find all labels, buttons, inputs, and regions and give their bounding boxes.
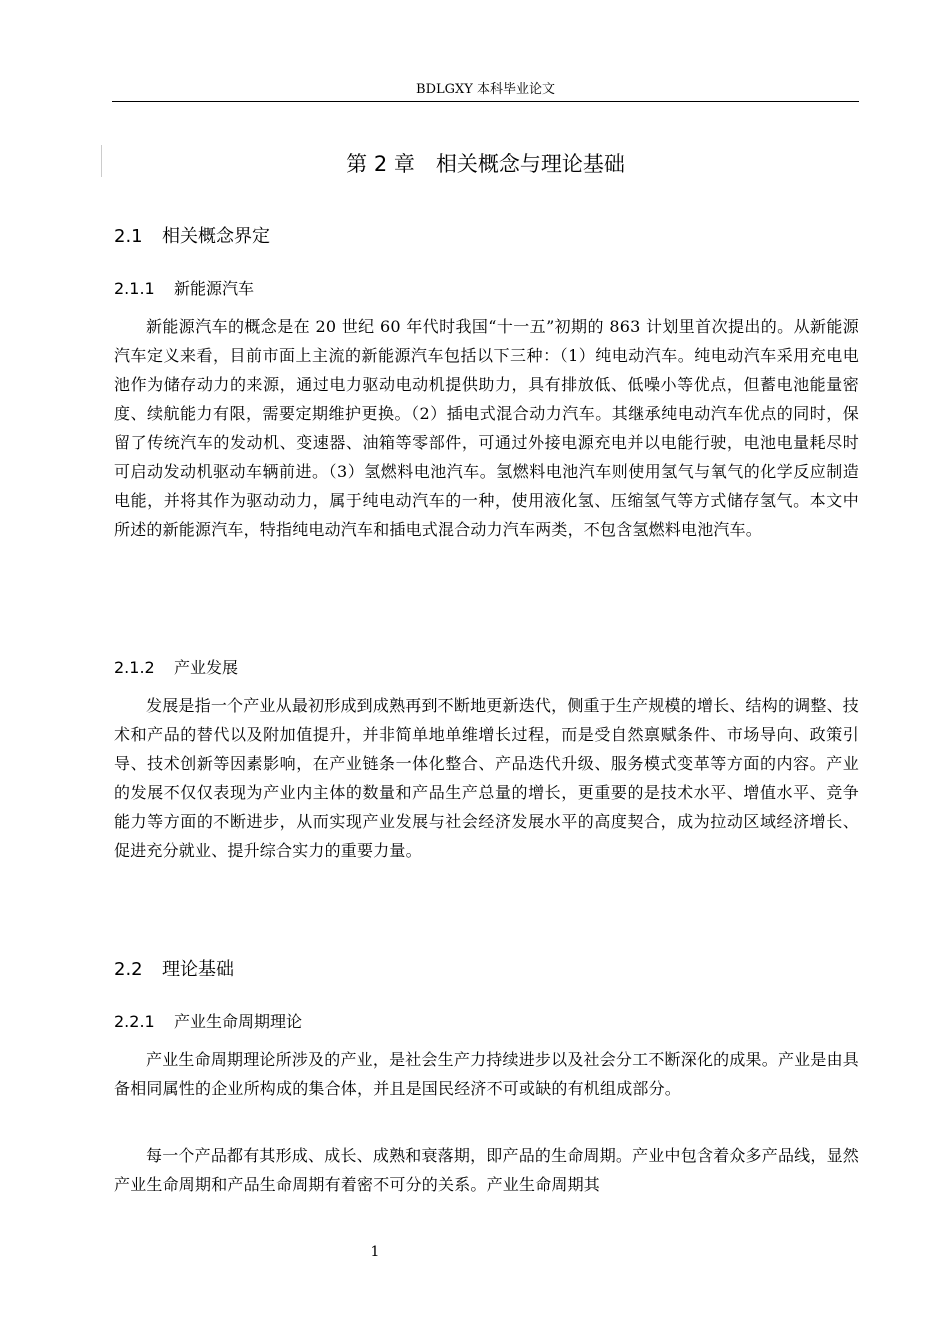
paragraph-new-energy-vehicles: 新能源汽车的概念是在 20 世纪 60 年代时我国“十一五”初期的 863 计划里首次提出的。从新能源汽车定义来看，目前市面上主流的新能源汽车包括以下三种：（1）纯电动汽车。纯电动汽车采用充电电池作为储存动力的来源，通过电力驱动电动机提供助力，具有排放低、低噪小等优点，但蓄电池能量密度、续航能力有限，需要定期维护更换。（2）插电式混合动力汽车。其继承纯电动汽车优点的同时，保留了传统汽车的发动机、变速器、油箱等零部件，可通过外接电源充电并以电能行驶，电池电量耗尽时可启动发动机驱动车辆前进。（3）氢燃料电池汽车。氢燃料电池汽车则使用氢气与氧气的化学反应制造电能，并将其作为驱动动力，属于纯电动汽车的一种，使用液化氢、压缩氢气等方式储存氢气。本文中所述的新能源汽车，特指纯电动汽车和插电式混合动力汽车两类，不包含氢燃料电池汽车。 xyxy=(114,317,859,539)
page-number: 1 xyxy=(370,1244,380,1260)
header-rule xyxy=(112,101,859,102)
subsection-heading-2-1-2 xyxy=(114,655,238,678)
subsection-title: 产业发展 xyxy=(174,658,239,677)
section-title: 相关概念界定 xyxy=(162,226,270,247)
section-title: 理论基础 xyxy=(162,959,234,980)
page-header: BDLGXY 本科毕业论文 xyxy=(416,82,555,97)
section-number: 2.1 xyxy=(114,226,143,247)
chapter-title: 第 2 章 相关概念与理论基础 xyxy=(346,152,625,176)
paragraph-industry-development: 发展是指一个产业从最初形成到成熟再到不断地更新迭代，侧重于生产规模的增长、结构的调整、技术和产品的替代以及附加值提升，并非简单地单维增长过程，而是受自然禀赋条件、市场导向、政策引导、技术创新等因素影响，在产业链条一体化整合、产品迭代升级、服务模式变革等方面的内容。产业的发展不仅仅表现为产业内主体的数量和产品生产总量的增长，更重要的是技术水平、增值水平、竞争能力等方面的不断进步，从而实现产业发展与社会经济发展水平的高度契合，成为拉动区域经济增长、促进充分就业、提升综合实力的重要力量。 xyxy=(114,696,859,860)
subsection-number: 2.2.1 xyxy=(114,1012,155,1031)
subsection-heading-2-1-1 xyxy=(114,276,254,299)
subsection-title: 产业生命周期理论 xyxy=(174,1012,303,1031)
paragraph-life-cycle-theory: 产业生命周期理论所涉及的产业，是社会生产力持续进步以及社会分工不断深化的成果。产业是由具备相同属性的企业所构成的集合体，并且是国民经济不可或缺的有机组成部分。 xyxy=(114,1050,859,1098)
section-heading-2-1 xyxy=(114,222,270,248)
margin-marker xyxy=(101,145,102,177)
subsection-heading-2-2-1 xyxy=(114,1009,302,1032)
subsection-number: 2.1.1 xyxy=(114,279,155,298)
subsection-number: 2.1.2 xyxy=(114,658,155,677)
section-heading-2-2 xyxy=(114,955,234,981)
subsection-title: 新能源汽车 xyxy=(174,279,255,298)
section-number: 2.2 xyxy=(114,959,143,980)
paragraph-product-life-cycle: 每一个产品都有其形成、成长、成熟和衰落期，即产品的生命周期。产业中包含着众多产品线，显然产业生命周期和产品生命周期有着密不可分的关系。产业生命周期其 xyxy=(114,1146,859,1194)
